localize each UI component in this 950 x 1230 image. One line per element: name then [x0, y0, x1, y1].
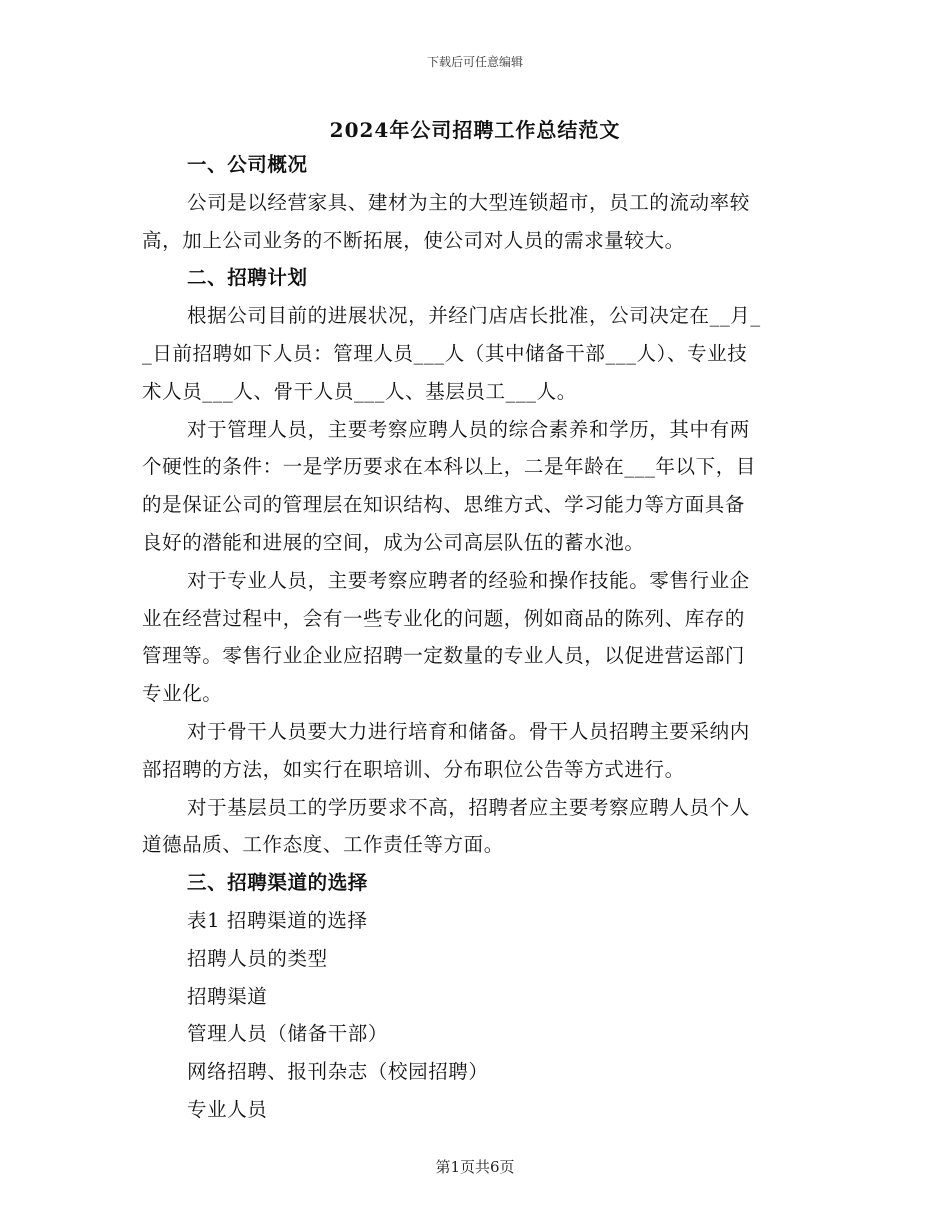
paragraph-line: 对于管理人员，主要考察应聘人员的综合素养和学历，其中有两	[187, 417, 750, 441]
paragraph-line: 网络招聘、报刊杂志（校园招聘）	[187, 1060, 489, 1084]
paragraph-line: 道德品质、工作态度、工作责任等方面。	[142, 833, 504, 857]
paragraph-line: 表1 招聘渠道的选择	[187, 908, 368, 932]
page-footer: 第1页共6页	[435, 1158, 515, 1176]
paragraph-line: 专业人员	[187, 1097, 268, 1121]
paragraph-line: _日前招聘如下人员：管理人员___人（其中储备干部___人）、专业技	[142, 341, 748, 365]
paragraph-line: 高，加上公司业务的不断拓展，使公司对人员的需求量较大。	[142, 228, 685, 252]
paragraph-line: 根据公司目前的进展状况，并经门店店长批准，公司决定在__月_	[187, 304, 761, 328]
paragraph-line: 业在经营过程中，会有一些专业化的问题，例如商品的陈列、库存的	[142, 606, 746, 630]
paragraph-line: 招聘渠道	[187, 984, 268, 1008]
paragraph-line: 专业化。	[142, 682, 223, 706]
paragraph-line: 良好的潜能和进展的空间，成为公司高层队伍的蓄水池。	[142, 530, 645, 554]
paragraph-line: 个硬性的条件：一是学历要求在本科以上，二是年龄在___年以下，目	[142, 455, 756, 479]
paragraph-line: 术人员___人、骨干人员___人、基层员工___人。	[142, 379, 577, 403]
paragraph-line: 的是保证公司的管理层在知识结构、思维方式、学习能力等方面具备	[142, 493, 746, 517]
paragraph-line: 公司是以经营家具、建材为主的大型连锁超市，员工的流动率较	[187, 190, 750, 214]
paragraph-line: 部招聘的方法，如实行在职培训、分布职位公告等方式进行。	[142, 757, 685, 781]
section-heading: 一、公司概况	[187, 153, 308, 176]
header-note: 下载后可任意编辑	[426, 55, 523, 69]
paragraph-line: 对于骨干人员要大力进行培育和储备。骨干人员招聘主要采纳内	[187, 719, 750, 743]
paragraph-line: 对于专业人员，主要考察应聘者的经验和操作技能。零售行业企	[187, 568, 750, 592]
paragraph-line: 招聘人员的类型	[187, 946, 328, 970]
document-body	[142, 146, 810, 1129]
paragraph-line: 管理等。零售行业企业应招聘一定数量的专业人员，以促进营运部门	[142, 644, 746, 668]
document-title: 2024年公司招聘工作总结范文	[329, 118, 621, 142]
section-heading: 二、招聘计划	[187, 266, 308, 290]
section-heading: 三、招聘渠道的选择	[187, 871, 368, 895]
paragraph-line: 对于基层员工的学历要求不高，招聘者应主要考察应聘人员个人	[187, 795, 750, 819]
paragraph-line: 管理人员（储备干部）	[187, 1022, 389, 1046]
